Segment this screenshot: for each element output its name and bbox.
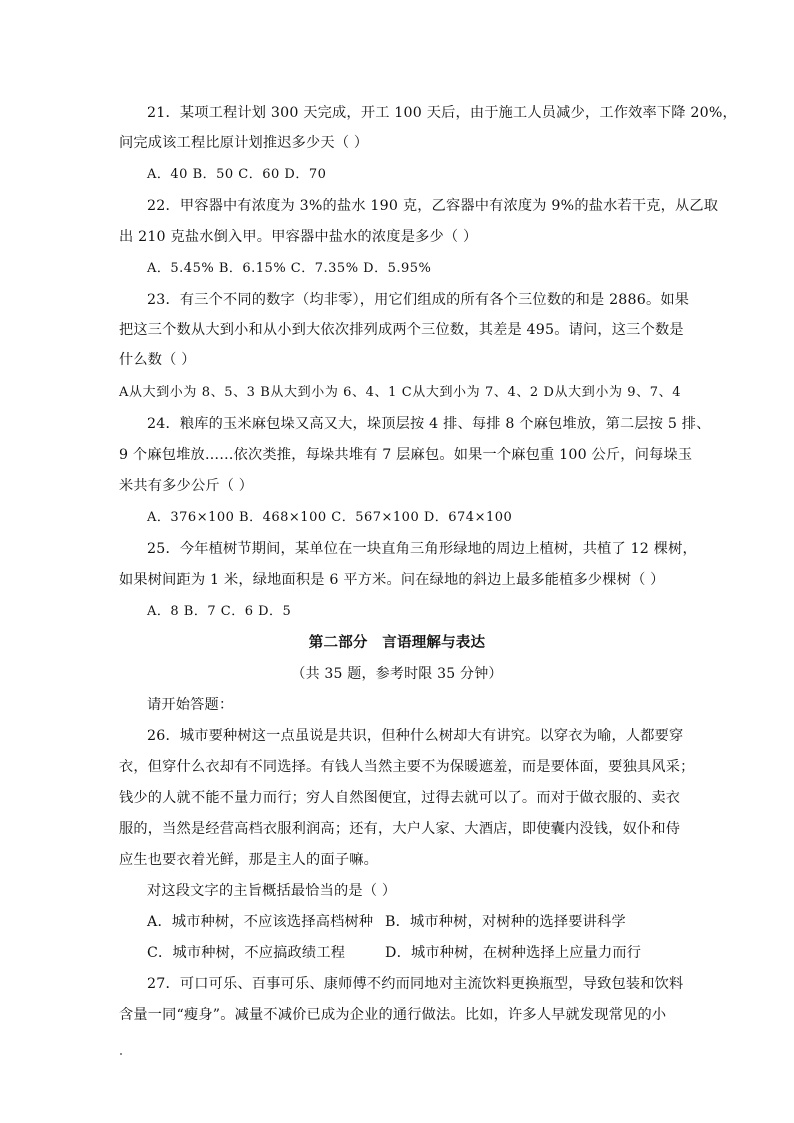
q23-line2: 把这三个数从大到小和从小到大依次排列成两个三位数，其差是 495。请问，这三个数是 xyxy=(119,322,684,338)
q26-option-b: B．城市种树，对树种的选择要讲科学 xyxy=(385,914,626,930)
q26-line1: 26．城市要种树这一点虽说是共识，但种什么树却大有讲究。以穿衣为喻，人都要穿 xyxy=(147,728,684,744)
q26-option-c: C．城市种树，不应搞政绩工程 xyxy=(147,945,346,961)
q21-options: A．40 B．50 C．60 D．70 xyxy=(147,167,327,182)
q24-line3: 米共有多少公斤（ ） xyxy=(119,478,254,494)
q27-line1: 27．可口可乐、百事可乐、康师傅不约而同地对主流饮料更换瓶型，导致包装和饮料 xyxy=(147,976,684,992)
q26-line5: 应生也要衣着光鲜，那是主人的面子嘛。 xyxy=(119,852,378,868)
q23-line3: 什么数（ ） xyxy=(119,352,196,368)
q24-line1: 24．粮库的玉米麻包垛又高又大，垛顶层按 4 排、每排 8 个麻包堆放，第二层按 5 排、 xyxy=(147,416,711,432)
q21-line1: 21．某项工程计划 300 天完成，开工 100 天后，由于施工人员减少，工作效率下降 20%， xyxy=(147,105,737,121)
q27-line2: 含量一同“瘦身”。减量不减价已成为企业的通行做法。比如，许多人早就发现常见的小 xyxy=(119,1007,667,1023)
q22-line2: 出 210 克盐水倒入甲。甲容器中盐水的浓度是多少（ ） xyxy=(119,229,478,245)
q25-line1: 25．今年植树节期间，某单位在一块直角三角形绿地的周边上植树，共植了 12 棵树， xyxy=(147,541,697,557)
q23-line1: 23．有三个不同的数字（均非零），用它们组成的所有各个三位数的和是 2886。如果 xyxy=(147,292,690,308)
q24-options: A．376×100 B．468×100 C．567×100 D．674×100 xyxy=(147,510,513,525)
q24-line2: 9 个麻包堆放……依次类推，每垛共堆有 7 层麻包。如果一个麻包重 100 公斤，问每垛玉 xyxy=(119,447,693,463)
q26-option-d: D．城市种树，在树种选择上应量力而行 xyxy=(385,945,642,961)
section-subtitle: （共 35 题，参考时限 35 分钟） xyxy=(291,666,503,682)
q22-options: A．5.45% B．6.15% C．7.35% D．5.95% xyxy=(147,261,432,276)
q26-line3: 钱少的人就不能不量力而行；穷人自然图便宜，过得去就可以了。而对于做衣服的、卖衣 xyxy=(119,790,681,806)
q21-line2: 问完成该工程比原计划推迟多少天（ ） xyxy=(119,135,369,151)
q26-line2: 衣，但穿什么衣却有不同选择。有钱人当然主要不为保暖遮羞，而是要体面，要独具风采； xyxy=(119,759,695,775)
q25-options: A．8 B．7 C．6 D．5 xyxy=(147,604,292,619)
q22-line1: 22．甲容器中有浓度为 3%的盐水 190 克，乙容器中有浓度为 9%的盐水若干克，从乙取 xyxy=(147,198,719,214)
section-instruction: 请开始答题： xyxy=(147,697,234,713)
page-footer-dot xyxy=(120,1053,122,1055)
q26-option-a: A．城市种树，不应该选择高档树种 xyxy=(147,914,374,930)
section-title: 第二部分 言语理解与表达 xyxy=(308,634,486,651)
q23-options: A从大到小为 8、5、3 B从大到小为 6、4、1 C从大到小为 7、4、2 D从大到小为 9、7、4 xyxy=(119,385,682,400)
q25-line2: 如果树间距为 1 米，绿地面积是 6 平方米。问在绿地的斜边上最多能植多少棵树（ ） xyxy=(119,572,665,588)
q26-line4: 服的，当然是经营高档衣服利润高；还有，大户人家、大酒店，即使囊内没钱，奴仆和侍 xyxy=(119,821,681,837)
q26-stem: 对这段文字的主旨概括最恰当的是（ ） xyxy=(147,883,397,899)
